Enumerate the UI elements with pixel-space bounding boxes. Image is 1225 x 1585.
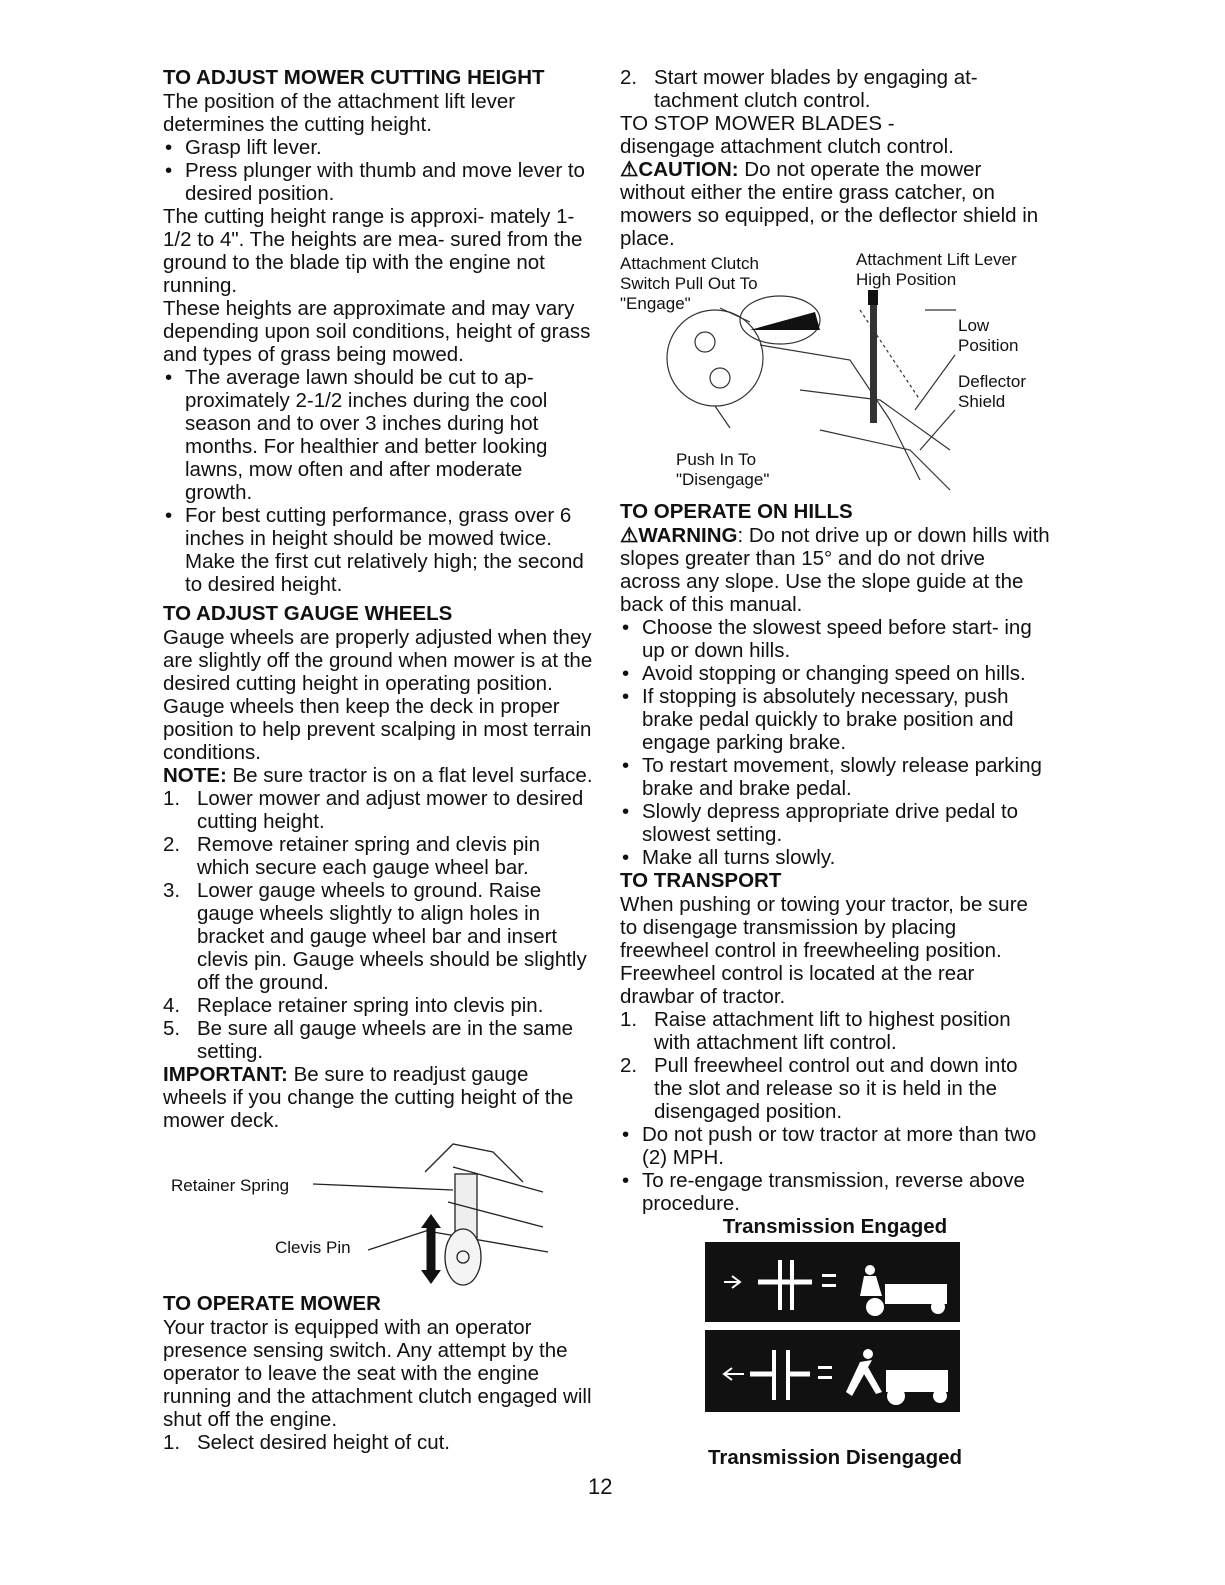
bullet-item: • Do not push or tow tractor at more than two (2) MPH. <box>620 1123 1050 1169</box>
step-text: Be sure all gauge wheels are in the same setting. <box>197 1017 574 1063</box>
heading-transport: TO TRANSPORT <box>620 869 782 892</box>
note-text: Be sure tractor is on a flat level surface. <box>226 764 593 787</box>
heading-operate-hills: TO OPERATE ON HILLS <box>620 500 853 523</box>
gauge-wheel-illustration <box>163 1132 593 1292</box>
left-column <box>163 66 593 1454</box>
transmission-figure <box>620 1240 1050 1454</box>
bullet-item: • The average lawn should be cut to ap- proximately 2-1/2 inches during the cool season and to over 3 inches during hot months. For healthier and better looking lawns, mow often and after moderate growth. <box>163 366 593 504</box>
step-number: 1. <box>163 1431 181 1454</box>
warning-text: : Do not drive up or down hills with slopes greater than 15° and do not drive across any slope. Use the slope guide at the back of this manual. <box>620 524 1050 616</box>
label-push-disengage: Push In To "Disengage" <box>676 450 770 489</box>
list-item <box>163 879 593 994</box>
warning-note <box>620 524 1050 616</box>
list-item <box>163 1017 593 1063</box>
step-text: Pull freewheel control out and down into the slot and release so it is held in the disengaged position. <box>654 1054 1018 1123</box>
heading-operate-mower: TO OPERATE MOWER <box>163 1292 381 1315</box>
transmission-pictograms <box>620 1242 1050 1422</box>
step-text: Start mower blades by engaging at- tachment clutch control. <box>654 66 978 112</box>
list-item <box>163 994 593 1017</box>
important-label: IMPORTANT: <box>163 1063 288 1086</box>
list-item <box>163 1431 593 1454</box>
step-number: 2. <box>620 66 638 89</box>
step-text: Lower gauge wheels to ground. Raise gauge wheels slightly to align holes in bracket and gauge wheel bar and insert clevis pin. Gauge wheels should be slightly off the ground. <box>197 879 587 994</box>
step-number: 1. <box>163 787 181 810</box>
step-number: 3. <box>163 879 181 902</box>
bullet-item: • To re-engage transmission, reverse above procedure. <box>620 1169 1050 1215</box>
list-item <box>620 66 1050 112</box>
step-text: Raise attachment lift to highest position with attachment lift control. <box>654 1008 1011 1054</box>
warning-label: WARNING <box>638 524 738 547</box>
step-number: 1. <box>620 1008 638 1031</box>
stop-heading: TO STOP MOWER BLADES - <box>620 112 895 135</box>
bullet-item: • Avoid stopping or changing speed on hills. <box>620 662 1050 685</box>
label-deflector-shield: Deflector Shield <box>958 372 1027 411</box>
bullet-item: • Grasp lift lever. <box>163 136 593 159</box>
step-text: Replace retainer spring into clevis pin. <box>197 994 544 1017</box>
label-attachment-clutch: Attachment Clutch Switch Pull Out To "Engage" <box>620 254 759 313</box>
bullet-item: • Make all turns slowly. <box>620 846 1050 869</box>
page-number: 12 <box>588 1474 613 1499</box>
gauge-steps-list <box>163 787 593 1063</box>
paragraph: Gauge wheels are properly adjusted when they are slightly off the ground when mower is at the desired cutting height in operating position. Gauge wheels then keep the deck in proper position to help prevent scalping in most terrain conditions. <box>163 626 593 764</box>
label-low-position: Low Position <box>958 316 1019 355</box>
bullet-item: • Choose the slowest speed before start- ing up or down hills. <box>620 616 1050 662</box>
caption-transmission-disengaged: Transmission Disengaged <box>707 1446 963 1469</box>
step-text: Lower mower and adjust mower to desired cutting height. <box>197 787 584 833</box>
paragraph: Your tractor is equipped with an operator presence sensing switch. Any attempt by the operator to leave the seat with the engine running and the attachment clutch engaged will shut off the engine. <box>163 1316 592 1431</box>
step-number: 2. <box>163 833 181 856</box>
note-label: NOTE: <box>163 764 227 787</box>
list-item <box>163 787 593 833</box>
caution-text: Do not operate the mower without either the entire grass catcher, on mowers so equipped, or the deflector shield in place. <box>620 158 1039 250</box>
caution-note <box>620 158 1050 250</box>
paragraph: When pushing or towing your tractor, be sure to disengage transmission by placing freewheel control in freewheeling position. Freewheel control is located at the rear drawbar of tractor. <box>620 893 1028 1008</box>
important-note <box>163 1063 593 1132</box>
list-item <box>163 833 593 879</box>
right-column <box>620 66 1050 1469</box>
hills-bullet-list <box>620 616 1050 869</box>
step-number: 4. <box>163 994 181 1017</box>
label-lift-lever-high: Attachment Lift Lever High Position <box>856 250 1017 289</box>
warning-triangle-icon: ⚠ <box>620 524 639 547</box>
paragraph: The position of the attachment lift lever determines the cutting height. <box>163 90 516 136</box>
bullet-item: • To restart movement, slowly release parking brake and brake pedal. <box>620 754 1050 800</box>
label-retainer-spring: Retainer Spring <box>171 1176 290 1195</box>
label-clevis-pin: Clevis Pin <box>275 1238 351 1257</box>
paragraph: The cutting height range is approxi- mately 1-1/2 to 4". The heights are mea- sured from the ground to the blade tip with the engine not running. <box>163 205 583 297</box>
paragraph: disengage attachment clutch control. <box>620 135 954 158</box>
gauge-wheel-figure <box>163 1132 593 1292</box>
step-number: 2. <box>620 1054 638 1077</box>
paragraph: These heights are approximate and may vary depending upon soil conditions, height of grass and types of grass being mowed. <box>163 297 591 366</box>
bullet-item: • Slowly depress appropriate drive pedal to slowest setting. <box>620 800 1050 846</box>
bullet-item: • Press plunger with thumb and move lever to desired position. <box>163 159 593 205</box>
important-text: Be sure to readjust gauge wheels if you change the cutting height of the mower deck. <box>163 1063 574 1132</box>
step-number: 5. <box>163 1017 181 1040</box>
heading-cutting-height: TO ADJUST MOWER CUTTING HEIGHT <box>163 66 545 89</box>
caption-transmission-engaged: Transmission Engaged <box>722 1215 948 1238</box>
step-text: Remove retainer spring and clevis pin which secure each gauge wheel bar. <box>197 833 540 879</box>
step-text: Select desired height of cut. <box>197 1431 450 1454</box>
caution-label: CAUTION: <box>638 158 739 181</box>
list-item <box>620 1008 1050 1054</box>
heading-gauge-wheels: TO ADJUST GAUGE WHEELS <box>163 602 453 625</box>
list-item <box>620 1054 1050 1123</box>
bullet-item: • For best cutting performance, grass over 6 inches in height should be mowed twice. Make the first cut relatively high; the second to desired height. <box>163 504 593 596</box>
clutch-lever-figure <box>620 250 1050 500</box>
warning-triangle-icon: ⚠ <box>620 158 639 181</box>
bullet-item: • If stopping is absolutely necessary, push brake pedal quickly to brake position and engage parking brake. <box>620 685 1050 754</box>
note <box>163 764 593 787</box>
